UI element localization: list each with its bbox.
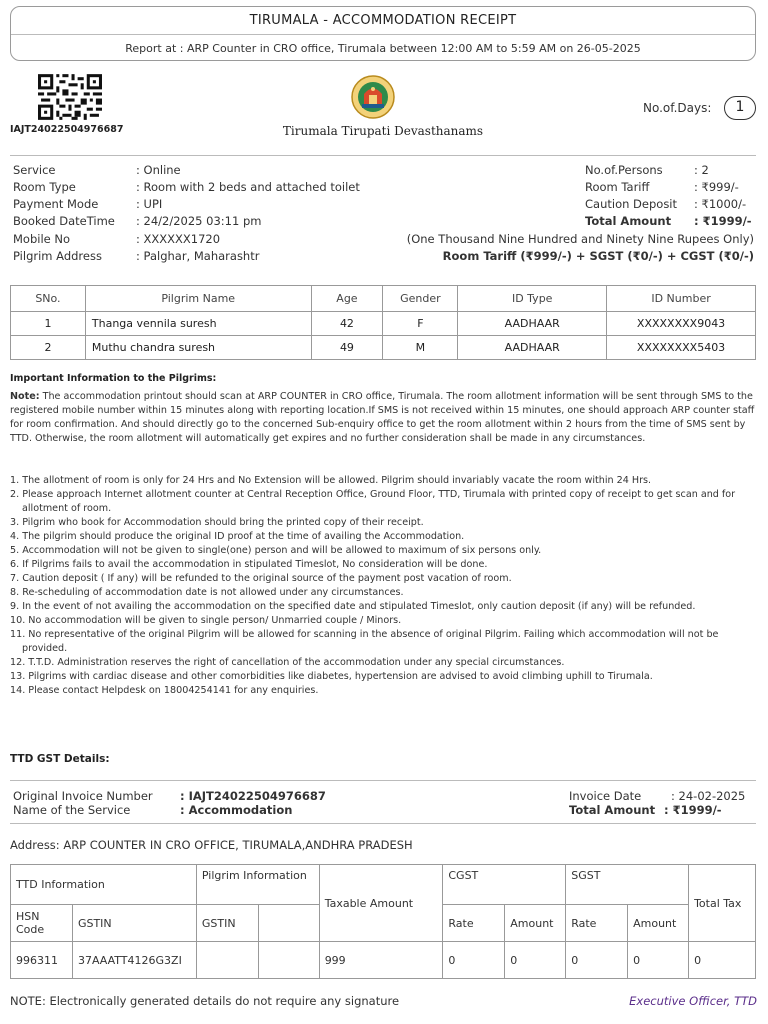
list-item: 2. Please approach Internet allotment counter at Central Reception Office, Ground Floor, TTD, Tirumala with printed copy of receipt to get scan and for allotment of room. <box>10 489 736 514</box>
pilgrim-table <box>10 285 756 360</box>
col-id-type: ID Type <box>458 286 607 312</box>
cell-gender: F <box>383 312 458 336</box>
booked-datetime-label: Booked DateTime <box>13 214 115 228</box>
persons-label: No.of.Persons <box>585 163 663 177</box>
note-label: Note: <box>10 391 40 402</box>
ttd-gstin-cell: 37AAATT4126G3ZI <box>72 942 196 979</box>
important-info-heading: Important Information to the Pilgrims: <box>10 373 217 384</box>
sgst-rate-cell: 0 <box>566 942 628 979</box>
invoice-date-label: Invoice Date <box>569 789 642 803</box>
ttd-gstin-header: GSTIN <box>72 905 196 942</box>
col-age: Age <box>311 286 383 312</box>
cell-age: 49 <box>311 336 383 360</box>
room-tariff-value: : ₹999/- <box>694 180 739 194</box>
table-row <box>11 336 756 360</box>
service-name-value: : Accommodation <box>180 803 293 817</box>
report-text: ARP Counter in CRO office, Tirumala between 12:00 AM to 5:59 AM on 26-05-2025 <box>186 42 641 55</box>
cell-sno: 1 <box>11 312 86 336</box>
room-tariff-label: Room Tariff <box>585 180 650 194</box>
total-tax-header: Total Tax <box>689 865 756 942</box>
col-id-number: ID Number <box>607 286 756 312</box>
list-item: 5. Accommodation will not be given to single(one) person and will be allowed to maximum of six persons only. <box>10 545 542 556</box>
office-address: Address: ARP COUNTER IN CRO OFFICE, TIRUMALA,ANDHRA PRADESH <box>10 838 413 852</box>
total-amount-label: Total Amount <box>585 214 672 228</box>
pilgrim-gstin-header: GSTIN <box>196 905 258 942</box>
service-name-label: Name of the Service <box>13 803 131 817</box>
list-item: 12. T.T.D. Administration reserves the right of cancellation of the accommodation under any special circumstances. <box>10 657 565 668</box>
list-item: 7. Caution deposit ( If any) will be refunded to the original source of the payment post vacation of room. <box>10 573 512 584</box>
gst-heading: TTD GST Details: <box>10 753 110 765</box>
cell-id-type: AADHAAR <box>458 336 607 360</box>
invoice-date-value: : 24-02-2025 <box>671 789 746 803</box>
list-item: 3. Pilgrim who book for Accommodation should bring the printed copy of their receipt. <box>10 517 424 528</box>
mobile-value: : XXXXXX1720 <box>136 232 221 246</box>
sgst-rate-header: Rate <box>566 905 628 942</box>
pilgrim-info-header: Pilgrim Information <box>196 865 319 905</box>
persons-value: : 2 <box>694 163 709 177</box>
note-text: The accommodation printout should scan at ARP COUNTER in CRO office, Tirumala. The room allotment information will be sent through SMS to the registered mobile number within 15 minutes along with reporting location.If SMS is not received within 15 minutes, one should approach ARP counter staff for room confirmation. And should directly go to the concerned Sub-enquiry office to get the room allotment within 2 hours from the time of SMS sent by TTD. Otherwise, the room allotment will automatically get expires and no further consideration shall be made in any circumstances. <box>10 391 755 444</box>
room-type-label: Room Type <box>13 180 76 194</box>
total-amount-value: : ₹1999/- <box>694 214 752 228</box>
cell-pilgrim-name: Muthu chandra suresh <box>85 336 311 360</box>
payment-mode-value: : UPI <box>136 197 163 211</box>
list-item: 13. Pilgrims with cardiac disease and other comorbidities like diabetes, hypertension are advised to avoid climbing uphill to Tirumala. <box>10 671 653 682</box>
sgst-amount-header: Amount <box>628 905 689 942</box>
service-value: : Online <box>136 163 181 177</box>
taxable-amount-header: Taxable Amount <box>319 865 443 942</box>
note-paragraph <box>10 390 756 446</box>
table-row <box>11 942 756 979</box>
cgst-amount-cell: 0 <box>505 942 566 979</box>
caution-deposit-label: Caution Deposit <box>585 197 678 211</box>
col-sno: SNo. <box>11 286 86 312</box>
cell-gender: M <box>383 336 458 360</box>
cell-id-number: XXXXXXXX9043 <box>607 312 756 336</box>
pilgrim-table-header <box>11 286 756 312</box>
pilgrim-extra-cell <box>258 942 319 979</box>
cell-age: 42 <box>311 312 383 336</box>
hsn-code-cell: 996311 <box>11 942 73 979</box>
cell-pilgrim-name: Thanga vennila suresh <box>85 312 311 336</box>
list-item: 14. Please contact Helpdesk on 18004254141 for any enquiries. <box>10 685 319 696</box>
sgst-amount-cell: 0 <box>628 942 689 979</box>
qr-code-icon <box>38 74 102 120</box>
address-label: Pilgrim Address <box>13 249 102 263</box>
payment-mode-label: Payment Mode <box>13 197 99 211</box>
ttd-logo-icon <box>350 74 396 120</box>
rules-list <box>10 474 756 698</box>
list-item: 9. In the event of not availing the accommodation on the specified date and stipulated Timeslot, only caution deposit (if any) will be refunded. <box>10 601 696 612</box>
gst-header-row <box>11 865 756 905</box>
service-label: Service <box>13 163 56 177</box>
booking-id: IAJT24022504976687 <box>10 124 124 135</box>
cell-id-type: AADHAAR <box>458 312 607 336</box>
gst-table <box>10 864 756 979</box>
footer-signature: Executive Officer, TTD <box>629 994 757 1008</box>
list-item: 6. If Pilgrims fails to avail the accommodation in stipulated Timeslot, No consideration will be done. <box>10 559 488 570</box>
invoice-total-label: Total Amount <box>569 803 656 817</box>
total-tax-cell: 0 <box>689 942 756 979</box>
receipt-header <box>10 6 756 61</box>
list-item: 10. No accommodation will be given to single person/ Unmarried couple / Minors. <box>10 615 402 626</box>
mobile-label: Mobile No <box>13 232 71 246</box>
col-gender: Gender <box>383 286 458 312</box>
list-item: 1. The allotment of room is only for 24 Hrs and No Extension will be allowed. Pilgrim should invariably vacate the room within 24 Hrs. <box>10 475 652 486</box>
header-divider <box>11 34 755 35</box>
org-name: Tirumala Tirupati Devasthanams <box>282 124 484 138</box>
receipt-title: TIRUMALA - ACCOMMODATION RECEIPT <box>249 13 517 28</box>
list-item: 11. No representative of the original Pilgrim will be allowed for scanning in the absence of original Pilgrim. Failing which accommodation will not be provided. <box>10 629 719 654</box>
cgst-rate-header: Rate <box>443 905 505 942</box>
address-value: : Palghar, Maharashtr <box>136 249 260 263</box>
cgst-amount-header: Amount <box>505 905 566 942</box>
tariff-breakdown: Room Tariff (₹999/-) + SGST (₹0/-) + CGST (₹0/-) <box>442 249 754 263</box>
cgst-rate-cell: 0 <box>443 942 505 979</box>
taxable-amount-cell: 999 <box>319 942 443 979</box>
divider <box>10 155 756 156</box>
booked-datetime-value: : 24/2/2025 03:11 pm <box>136 214 262 228</box>
list-item: 4. The pilgrim should produce the original ID proof at the time of availing the Accommodation. <box>10 531 465 542</box>
ttd-info-header: TTD Information <box>11 865 197 905</box>
report-prefix: Report at : <box>125 42 187 55</box>
invoice-total-value: : ₹1999/- <box>664 803 722 817</box>
amount-in-words: (One Thousand Nine Hundred and Ninety Nine Rupees Only) <box>406 232 754 246</box>
footer-note: NOTE: Electronically generated details do not require any signature <box>10 994 400 1008</box>
invoice-number-label: Original Invoice Number <box>13 789 153 803</box>
table-row <box>11 312 756 336</box>
days-value: 1 <box>724 96 756 120</box>
divider <box>10 823 756 824</box>
hsn-code-header: HSN Code <box>11 905 73 942</box>
pilgrim-blank-header <box>258 905 319 942</box>
pilgrim-gstin-cell <box>196 942 258 979</box>
col-pilgrim-name: Pilgrim Name <box>85 286 311 312</box>
divider <box>10 780 756 781</box>
room-type-value: : Room with 2 beds and attached toilet <box>136 180 360 194</box>
report-line <box>11 42 755 55</box>
cell-id-number: XXXXXXXX5403 <box>607 336 756 360</box>
days-label: No.of.Days: <box>643 101 712 115</box>
invoice-number-value: : IAJT24022504976687 <box>180 789 326 803</box>
list-item: 8. Re-scheduling of accommodation date is not allowed under any circumstances. <box>10 587 404 598</box>
caution-deposit-value: : ₹1000/- <box>694 197 747 211</box>
cell-sno: 2 <box>11 336 86 360</box>
sgst-header: SGST <box>566 865 689 905</box>
cgst-header: CGST <box>443 865 566 905</box>
